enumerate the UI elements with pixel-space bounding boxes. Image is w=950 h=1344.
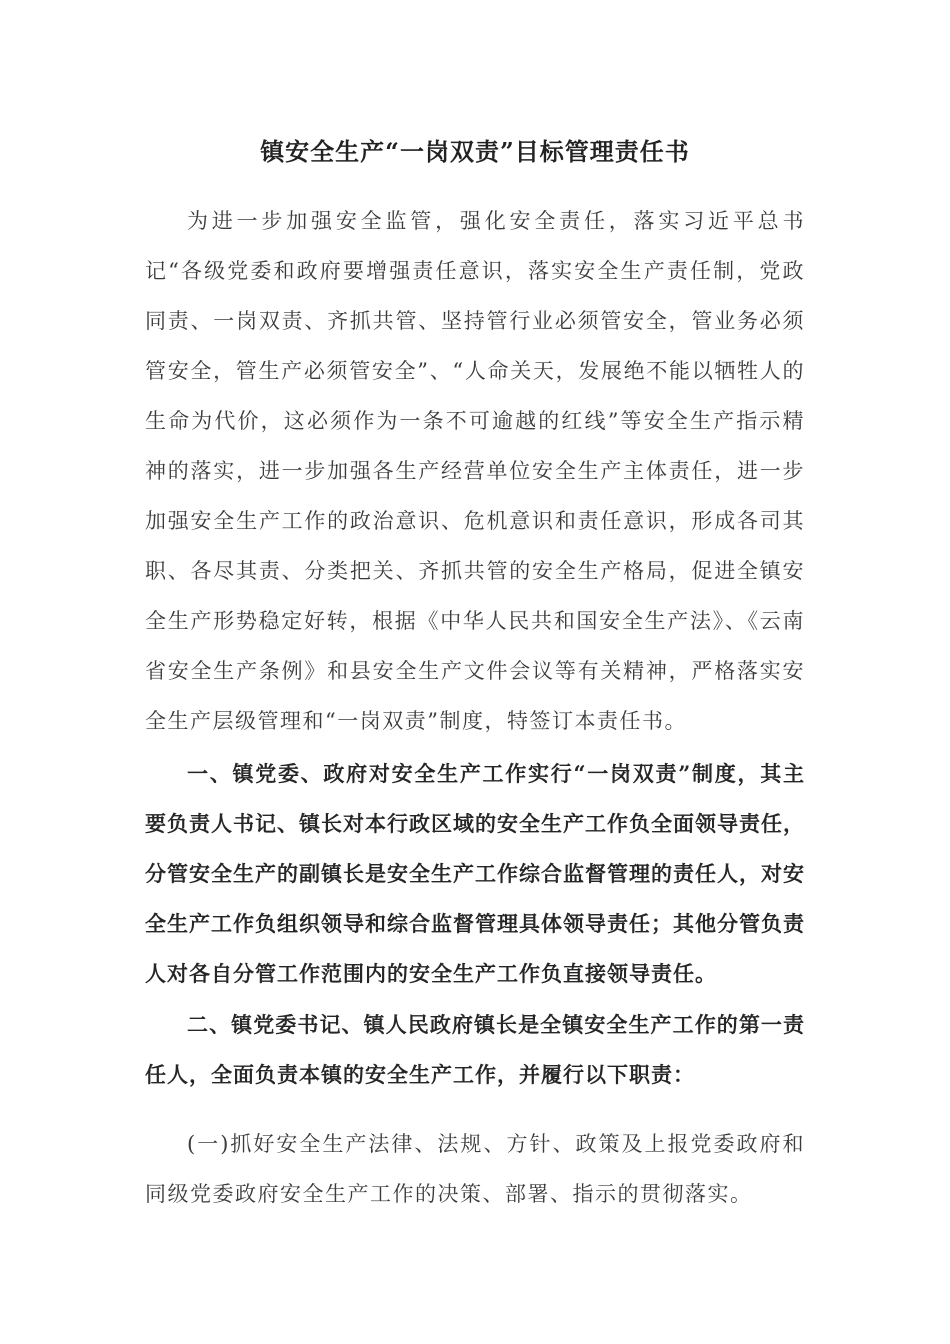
document-title: 镇安全生产“一岗双责”目标管理责任书 <box>260 137 690 166</box>
clause-one-paragraph: 一、镇党委、政府对安全生产工作实行“一岗双责”制度，其主要负责人书记、镇长对本行政区域的安全生产工作负全面领导责任，分管安全生产的副镇长是安全生产工作综合监督管理的责任人，对安全生产工作负组织领导和综合监督管理具体领导责任；其他分管负责人对各自分管工作范围内的安全生产工作负直接领导责任。 <box>145 761 805 986</box>
clause-two-paragraph: 二、镇党委书记、镇人民政府镇长是全镇安全生产工作的第一责任人，全面负责本镇的安全生产工作，并履行以下职责： <box>145 1012 805 1087</box>
intro-paragraph: 为进一步加强安全监管，强化安全责任，落实习近平总书记“各级党委和政府要增强责任意识，落实安全生产责任制，党政同责、一岗双责、齐抓共管、坚持管行业必须管安全，管业务必须管安全，管生产必须管安全”、“人命关天，发展绝不能以牺牲人的生命为代价，这必须作为一条不可逾越的红线”等安全生产指示精神的落实，进一步加强各生产经营单位安全生产主体责任，进一步加强安全生产工作的政治意识、危机意识和责任意识，形成各司其职、各尽其责、分类把关、齐抓共管的安全生产格局，促进全镇安全生产形势稳定好转，根据《中华人民共和国安全生产法》、《云南省安全生产条例》和县安全生产文件会议等有关精神，严格落实安全生产层级管理和“一岗双责”制度，特签订本责任书。 <box>145 209 805 733</box>
subclause-one-paragraph: (一)抓好安全生产法律、法规、方针、政策及上报党委政府和同级党委政府安全生产工作的决策、部署、指示的贯彻落实。 <box>145 1132 805 1206</box>
